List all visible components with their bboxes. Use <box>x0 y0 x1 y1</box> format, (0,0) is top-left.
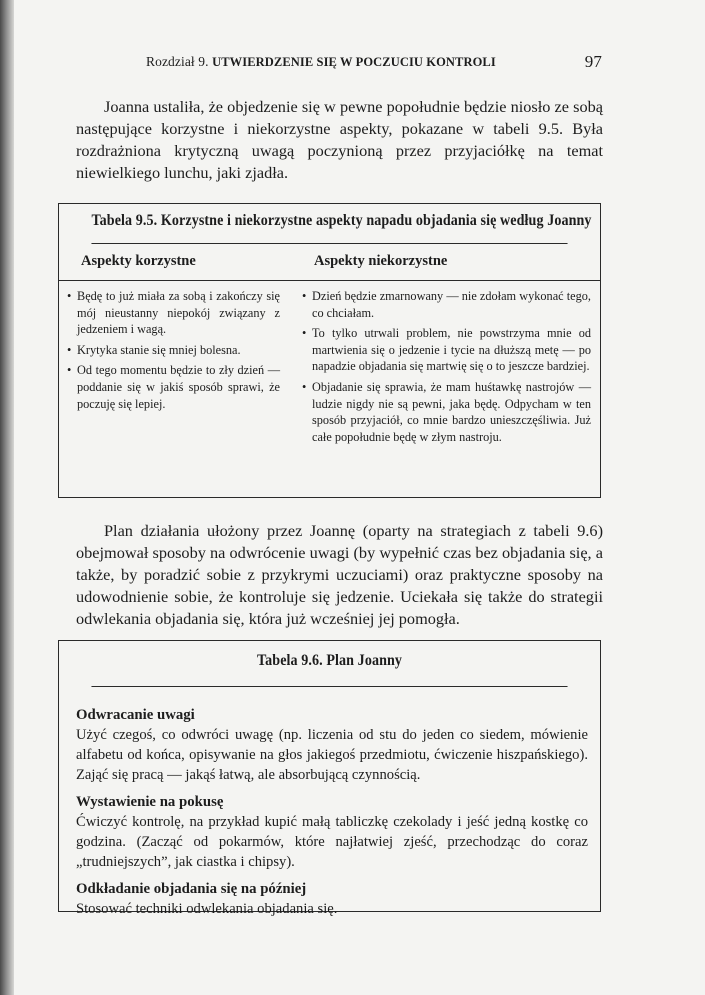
list-item: • Będę to już miała za sobą i zakończy się mój nieustanny niepokój związany z jedzeniem i wagą. <box>67 288 280 338</box>
plan-section-body: Stosować techniki odwlekania objadania się. <box>76 901 338 917</box>
list-item: • To tylko utrwali problem, nie powstrzyma mnie od martwienia się o jedzenie i tycie na dłuższą metę — po napadzie objadania się martwię się o to jeszcze bardziej. <box>302 325 591 375</box>
book-page <box>14 0 705 995</box>
plan-section-heading: Wystawienie na pokusę <box>76 794 224 810</box>
table-9-5-title: Tabela 9.5. Korzystne i niekorzystne aspekty napadu objadania się według Joanny <box>91 204 567 244</box>
plan-section-heading: Odwracanie uwagi <box>76 707 195 723</box>
table-9-5-column-headers <box>59 244 600 281</box>
running-head <box>146 54 602 70</box>
plan-section-body: Użyć czegoś, co odwróci uwagę (np. liczenia od stu do jeden co siedem, mówienie alfabetu od końca, opisywanie na głos jakiegoś przedmiotu, ćwiczenie hiszpańskiego). Zająć się pracą — jakąś łatwą, ale absorbującą czynnością. <box>76 727 588 783</box>
disadvantages-list <box>302 288 591 449</box>
plan-section-distraction <box>76 705 588 785</box>
chapter-title: UTWIERDZENIE SIĘ W POCZUCIU KONTROLI <box>212 55 496 69</box>
plan-sections <box>76 705 588 926</box>
chapter-label: Rozdział 9. <box>146 54 209 69</box>
paragraph-intro: Joanna ustaliła, że objedzenie się w pewne popołudnie będzie niosło ze sobą następujące korzystne i niekorzystne aspekty, pokazane w tabeli 9.5. Była rozdrażniona krytyczną uwagą poczynioną przez przyjaciółkę na temat niewielkiego lunchu, jaki zjadła. <box>76 97 603 182</box>
book-binding-shadow <box>0 0 14 995</box>
paragraph-plan: Plan działania ułożony przez Joannę (oparty na strategiach z tabeli 9.6) obejmował sposoby na odwrócenie uwagi (by wypełnić czas bez objadania się, a także, by poradzić sobie z przykrymi uczuciami) oraz praktyczne sposoby na udowodnienie sobie, że kontroluje się jedzenie. Uciekała się także do strategii odwlekania objadania się, która już wcześniej jej pomogła. <box>76 521 603 628</box>
plan-section-body: Ćwiczyć kontrolę, na przykład kupić małą tabliczkę czekolady i jeść jedną kostkę co godzina. (Zacząć od pokarmów, które najłatwiej zjeść, przechodząc do coraz „trudniejszych”, jak ciastka i chipsy). <box>76 814 588 870</box>
page-number: 97 <box>584 52 602 71</box>
plan-section-heading: Odkładanie objadania się na później <box>76 881 307 897</box>
table-9-6 <box>58 640 601 917</box>
advantages-list <box>67 288 280 416</box>
list-item: • Dzień będzie zmarnowany — nie zdołam wykonać tego, co chciałam. <box>302 288 591 321</box>
list-item: • Krytyka stanie się mniej bolesna. <box>67 342 280 359</box>
plan-section-delay <box>76 879 588 919</box>
table-9-6-title: Tabela 9.6. Plan Joanny <box>91 641 567 687</box>
column-header-disadvantages: Aspekty niekorzystne <box>314 253 448 269</box>
list-item: • Od tego momentu będzie to zły dzień — poddanie się w jakiś sposób sprawi, że poczuję się lepiej. <box>67 362 280 412</box>
plan-section-temptation <box>76 792 588 872</box>
table-9-5 <box>58 203 601 498</box>
list-item: • Objadanie się sprawia, że mam huśtawkę nastrojów — ludzie nigdy nie są pewni, jaka będę. Odpycham w ten sposób przyjaciół, co mnie bardzo unieszczęśliwia. Już całe popołudnie będę w złym nastroju. <box>302 379 591 445</box>
column-header-advantages: Aspekty korzystne <box>81 253 196 269</box>
